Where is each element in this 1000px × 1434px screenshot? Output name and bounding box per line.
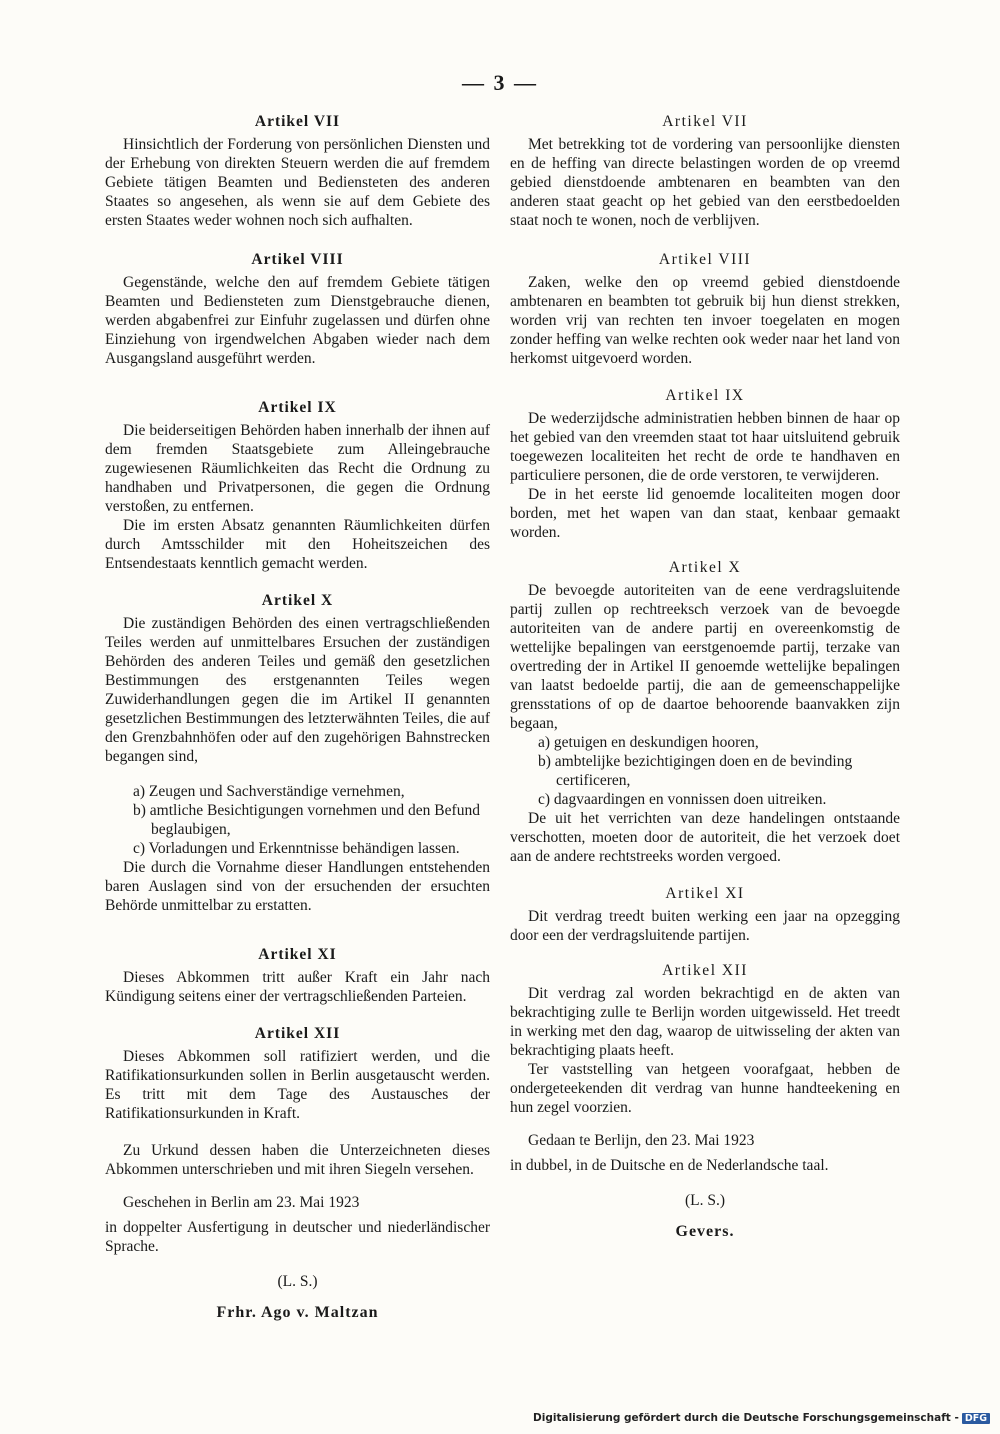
page-number: — 3 —: [462, 70, 538, 95]
item-list: [510, 733, 900, 809]
seal-mark: (L. S.): [684, 1192, 726, 1209]
article-text: De in het eerste lid genoemde localiteiten mogen door borden, met het wapen van dan staat, kenbaar gemaakt worden.: [510, 486, 900, 541]
article-text: De bevoegde autoriteiten van de eene verdragsluitende partij zullen op rechtreeksch verzoek van de bevoegde autoriteiten van de andere partij en overeenkomstig de wettelijke bepalingen van eerstgenoemde partij, terzake van overtreding der in Artikel II genoemde wettelijke bepalingen van laatst bedoelde partij, die aan de gemeenschappelijke grensstations of op de daartoe behoorende baanvakken zijn begaan,: [510, 582, 900, 732]
signature: Gevers.: [675, 1223, 735, 1240]
article-title: Artikel XI: [258, 946, 337, 963]
article-title: Artikel XII: [254, 1025, 341, 1042]
digitization-footer: [533, 1412, 990, 1424]
list-item: c) dagvaardingen en vonnissen doen uitreiken.: [538, 791, 827, 808]
article-text: De uit het verrichten van deze handelingen ontstaande verschotten, moeten door de autoriteit, die het verzoek doet aan de andere rechtstreeks worden vergoed.: [510, 810, 900, 865]
article-text: De wederzijdsche administratien hebben binnen de haar op het gebied van den vreemden staat tot haar uitsluitend gebruik toegewezen localiteiten het recht de orde te handhaven en particuliere personen, die de orde verstoren, te verwijderen.: [510, 410, 900, 484]
dutch-column: [510, 112, 900, 1241]
article-title: Artikel X: [261, 592, 334, 609]
list-item: a) Zeugen und Sachverständige vernehmen,: [133, 783, 405, 800]
article-text: Dieses Abkommen tritt außer Kraft ein Jahr nach Kündigung seitens einer der vertragschließenden Parteien.: [105, 969, 490, 1005]
article-text: Die zuständigen Behörden des einen vertragschließenden Teiles werden auf unmittelbares Ersuchen der zuständigen Behörden des anderen Teiles und gemäß den gesetzlichen Bestimmungen des erstgenannten Teiles wegen Zuwiderhandlungen gegen die im Artikel II genannten gesetzlichen Bestimmungen des letzterwähnten Teiles, die auf den Grenzbahnhöfen oder auf den zugehörigen Bahnstrecken begangen sind,: [105, 615, 490, 765]
item-list: [105, 782, 490, 858]
list-item: b) ambtelijke bezichtigingen doen en de bevinding certificeren,: [538, 753, 853, 789]
duplicate-clause: in doppelter Ausfertigung in deutscher und niederländischer Sprache.: [105, 1219, 490, 1255]
footer-text: Digitalisierung gefördert durch die Deutsche Forschungsgemeinschaft -: [533, 1412, 959, 1424]
article-text: Gegenstände, welche den auf fremdem Gebiete tätigen Beamten und Bediensteten zum Dienstgebrauche dienen, werden abgabenfrei zur Einfuhr zugelassen und dürfen ohne Einziehung von irgendwelchen Abgaben wieder nach dem Ausgangsland ausgeführt werden.: [105, 274, 490, 367]
duplicate-clause: in dubbel, in de Duitsche en de Nederlandsche taal.: [510, 1157, 829, 1174]
dfg-logo: DFG: [962, 1413, 990, 1424]
article-title: Artikel VIII: [251, 251, 344, 268]
article-text: Dit verdrag zal worden bekrachtigd en de akten van bekrachtiging zulle te Berlijn worden uitgewisseld. Het treedt in werking met den dag, waarop de uitwisseling der akten van bekrachtiging plaats heeft.: [510, 985, 900, 1059]
witness-clause: Ter vaststelling van hetgeen voorafgaat, hebben de ondergeteekenden dit verdrag van hunne handteekening en hun zegel voorzien.: [510, 1061, 900, 1116]
article-text: Met betrekking tot de vordering van persoonlijke diensten en de heffing van directe belastingen worden de op vreemd gebied dienstdoende ambtenaren en beambten van den anderen staat geacht op het gebied van den eerstbedoelden staat noch te wonen, noch de verblijven.: [510, 136, 900, 229]
done-at: Gedaan te Berlijn, den 23. Mai 1923: [528, 1132, 755, 1149]
signature: Frhr. Ago v. Maltzan: [216, 1304, 379, 1321]
article-text: Dieses Abkommen soll ratifiziert werden, und die Ratifikationsurkunden sollen in Berlin ausgetauscht werden. Es tritt mit dem Tage des Austausches der Ratifikationsurkunden in Kraft.: [105, 1048, 490, 1122]
witness-clause: Zu Urkund dessen haben die Unterzeichneten dieses Abkommen unterschrieben und mit ihren Siegeln versehen.: [105, 1142, 490, 1178]
article-text: Dit verdrag treedt buiten werking een jaar na opzegging door een der verdragsluitende partijen.: [510, 908, 900, 944]
article-text: Hinsichtlich der Forderung von persönlichen Diensten und der Erhebung von direkten Steuern werden die auf fremdem Gebiete tätigen Beamten und Bediensteten des anderen Staates so angesehen, als wenn sie auf dem Gebiete des ersten Staates weder wohnen noch sich aufhalten.: [105, 136, 490, 229]
done-at: Geschehen in Berlin am 23. Mai 1923: [123, 1194, 360, 1211]
article-title: Artikel IX: [258, 399, 337, 416]
article-title: Artikel VII: [254, 113, 341, 130]
seal-mark: (L. S.): [277, 1273, 318, 1290]
article-text: Die beiderseitigen Behörden haben innerhalb der ihnen auf dem fremden Staatsgebiete zum Alleingebrauche zugewiesenen Räumlichkeiten das Recht die Ordnung zu handhaben und Privatpersonen, die gegen die Ordnung verstoßen, zu entfernen.: [105, 422, 490, 515]
article-title: Artikel VII: [662, 113, 748, 130]
list-item: c) Vorladungen und Erkenntnisse behändigen lassen.: [133, 840, 460, 857]
article-title: Artikel X: [668, 559, 742, 576]
german-column: [105, 112, 490, 1322]
article-text: Die durch die Vornahme dieser Handlungen entstehenden baren Auslagen sind von der ersuchenden der ersuchten Behörde unmittelbar zu erstatten.: [105, 859, 490, 914]
article-title: Artikel VIII: [658, 251, 752, 268]
article-title: Artikel IX: [665, 387, 745, 404]
article-title: Artikel XII: [662, 962, 748, 979]
article-title: Artikel XI: [665, 885, 745, 902]
article-text: Zaken, welke den op vreemd gebied dienstdoende ambtenaren en beambten tot gebruik bij hun dienst strekken, worden vrij van rechten ten invoer toegelaten en mogen zonder heffing van welke rechten ook weder naar het land von herkomst uitgevoerd worden.: [510, 274, 900, 367]
list-item: b) amtliche Besichtigungen vornehmen und den Befund beglaubigen,: [133, 802, 480, 838]
article-text: Die im ersten Absatz genannten Räumlichkeiten dürfen durch Amtsschilder mit den Hoheitszeichen des Entsendestaats kenntlich gemacht werden.: [105, 517, 490, 572]
list-item: a) getuigen en deskundigen hooren,: [538, 734, 759, 751]
